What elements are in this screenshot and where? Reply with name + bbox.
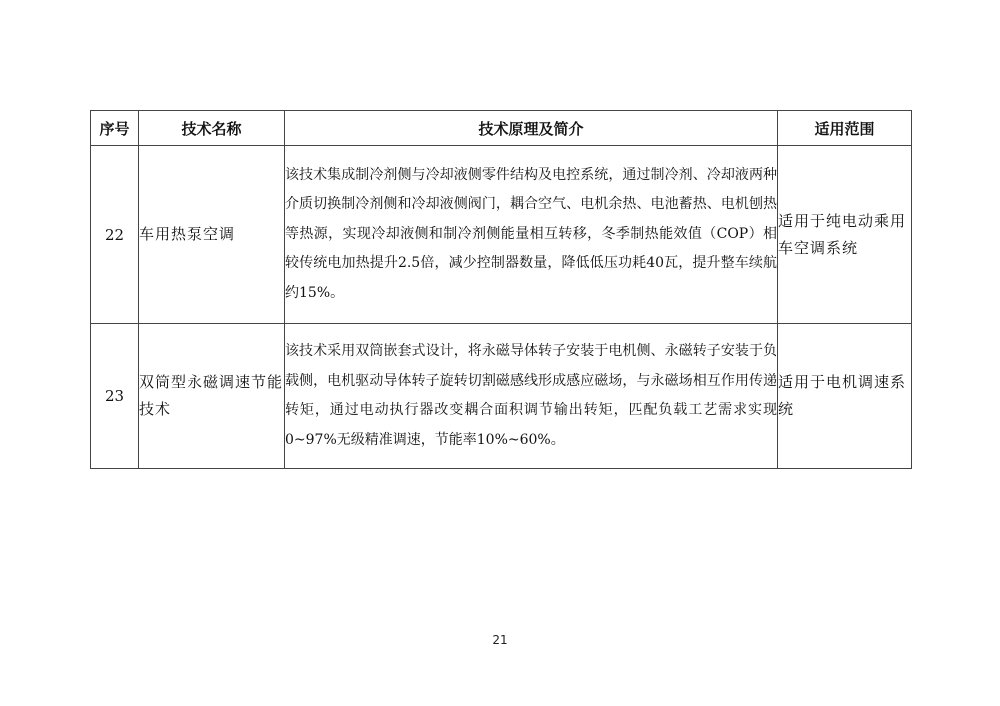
header-principle: 技术原理及简介 xyxy=(285,111,778,146)
table-row xyxy=(91,324,912,469)
row-scope: 适用于纯电动乘用车空调系统 xyxy=(778,146,912,324)
row-index: 23 xyxy=(91,324,139,469)
table-header-row xyxy=(91,111,912,146)
header-scope: 适用范围 xyxy=(778,111,912,146)
row-scope: 适用于电机调速系统 xyxy=(778,324,912,469)
row-principle: 该技术采用双筒嵌套式设计，将永磁导体转子安装于电机侧、永磁转子安装于负载侧，电机驱动导体转子旋转切割磁感线形成感应磁场，与永磁场相互作用传递转矩，通过电动执行器改变耦合面积调节输出转矩，匹配负载工艺需求实现0~97%无级精准调速，节能率10%~60%。 xyxy=(285,324,778,469)
page-number: 21 xyxy=(492,633,508,647)
row-principle: 该技术集成制冷剂侧与冷却液侧零件结构及电控系统，通过制冷剂、冷却液两种介质切换制冷剂侧和冷却液侧阀门，耦合空气、电机余热、电池蓄热、电机刨热等热源，实现冷却液侧和制冷剂侧能量相互转移，冬季制热能效值（COP）相较传统电加热提升2.5倍，减少控制器数量，降低低压功耗40瓦，提升整车续航约15%。 xyxy=(285,146,778,324)
row-tech-name: 车用热泵空调 xyxy=(139,146,285,324)
table-row xyxy=(91,146,912,324)
header-tech-name: 技术名称 xyxy=(139,111,285,146)
technology-table xyxy=(90,110,912,469)
row-tech-name: 双筒型永磁调速节能技术 xyxy=(139,324,285,469)
header-index: 序号 xyxy=(91,111,139,146)
row-index: 22 xyxy=(91,146,139,324)
